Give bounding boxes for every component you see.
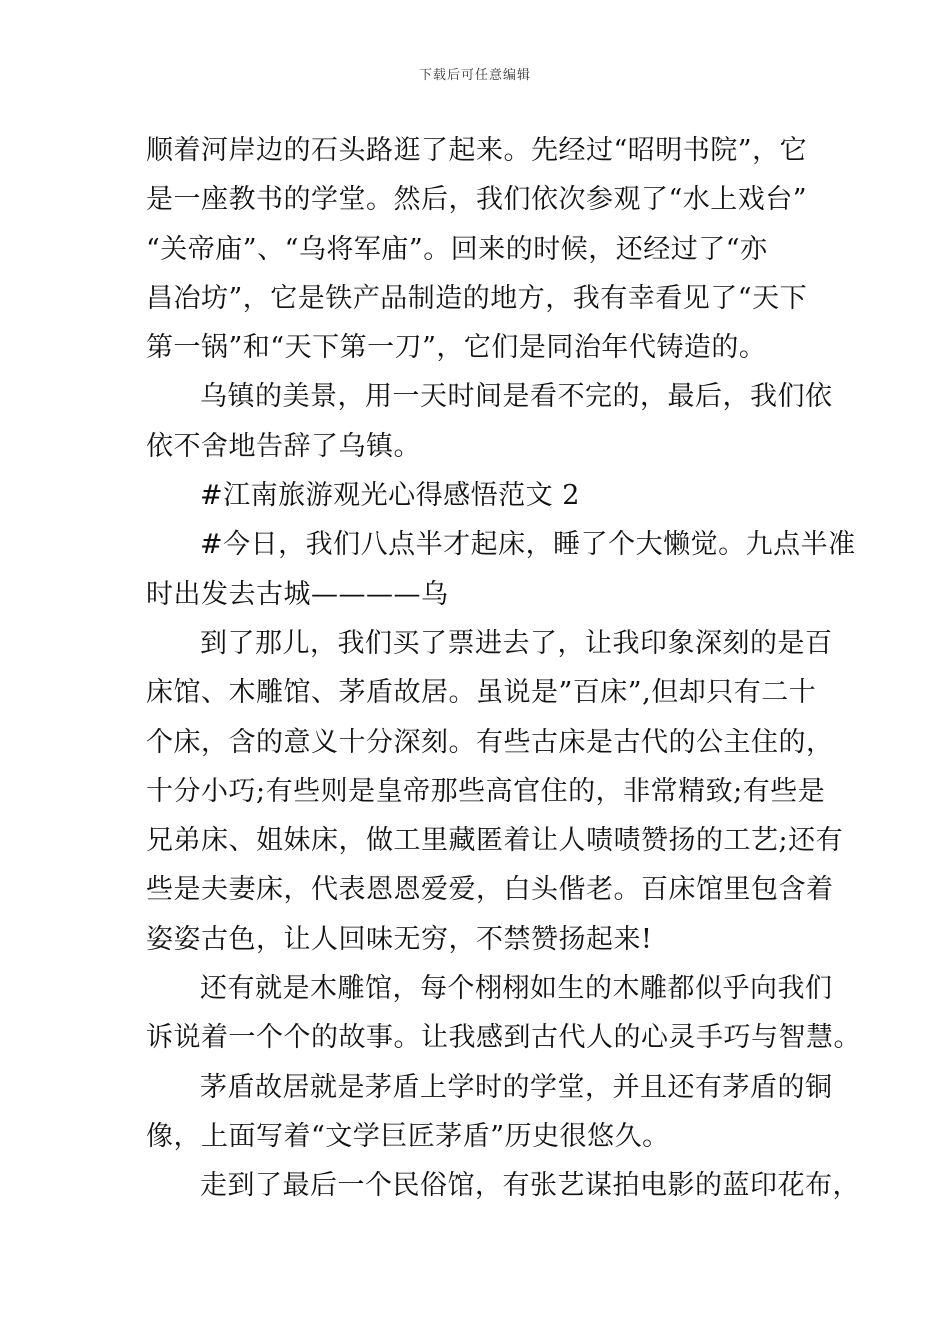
text-line: 昌冶坊”，它是铁产品制造的地方，我有幸看见了“天下 (146, 282, 808, 314)
text-line: 姿姿古色，让人回味无穷，不禁赞扬起来! (146, 923, 653, 955)
text-line: 顺着河岸边的石头路逛了起来。先经过“昭明书院”，它 (146, 135, 808, 166)
text-line: 像，上面写着“文学巨匠茅盾”历史很悠久。 (146, 1120, 670, 1152)
text-line: 乌镇的美景，用一天时间是看不完的，最后，我们依 (200, 381, 833, 413)
text-line: “关帝庙”、“乌将军庙”。回来的时候，还经过了“亦 (146, 233, 768, 265)
text-line: 依不舍地告辞了乌镇。 (146, 430, 421, 462)
text-line: 茅盾故居就是茅盾上学时的学堂，并且还有茅盾的铜 (200, 1071, 833, 1103)
page-header: 下载后可任意编辑 (418, 68, 531, 83)
text-line: 诉说着一个个的故事。让我感到古代人的心灵手巧与智慧。 (146, 1022, 861, 1054)
text-line: 些是夫妻床，代表恩恩爱爱，白头偕老。百床馆里包含着 (146, 874, 834, 906)
text-line: #今日，我们八点半才起床，睡了个大懒觉。九点半准 (200, 529, 856, 561)
text-line: 第一锅”和“天下第一刀”，它们是同治年代铸造的。 (146, 332, 767, 364)
text-line: 十分小巧;有些则是皇帝那些高官住的，非常精致;有些是 (146, 775, 826, 807)
text-line: 兄弟床、姐妹床，做工里藏匿着让人啧啧赞扬的工艺;还有 (146, 825, 844, 857)
section-heading: #江南旅游观光心得感悟范文 2 (200, 480, 580, 512)
text-line: 个床，含的意义十分深刻。有些古床是古代的公主住的， (146, 726, 834, 758)
text-line: 还有就是木雕馆，每个栩栩如生的木雕都似乎向我们 (200, 973, 833, 1005)
document-body (146, 126, 861, 1211)
text-line: 到了那儿，我们买了票进去了，让我印象深刻的是百 (200, 627, 833, 659)
text-line: 走到了最后一个民俗馆，有张艺谋拍电影的蓝印花布， (200, 1170, 860, 1202)
text-line: 床馆、木雕馆、茅盾故居。虽说是”百床”,但却只有二十 (146, 677, 817, 709)
text-line: 时出发去古城————乌 (146, 578, 449, 610)
text-line: 是一座教书的学堂。然后，我们依次参观了“水上戏台” (146, 184, 808, 216)
